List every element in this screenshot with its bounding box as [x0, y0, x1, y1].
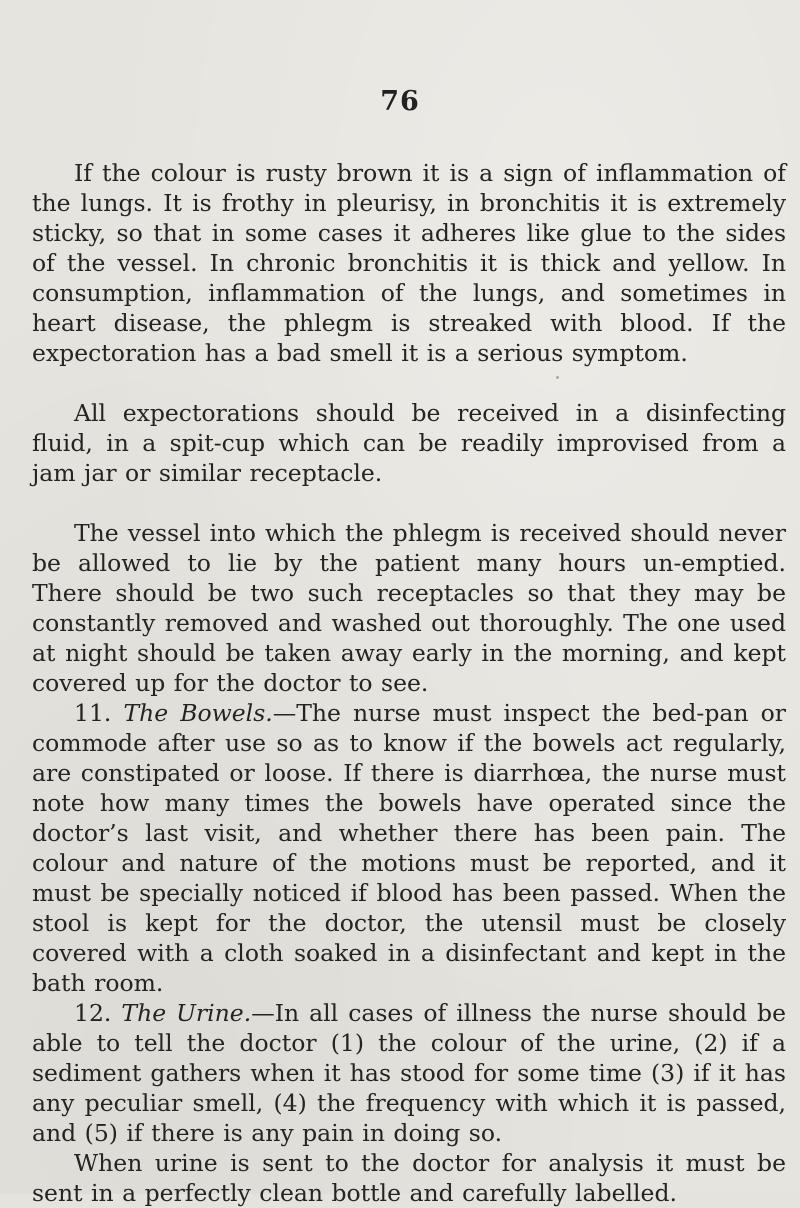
paragraph-sputum-colour — [32, 158, 786, 368]
paragraph-text: If the colour is rusty brown it is a sign of inflammation of the lungs. It is frothy in pleurisy, in bronchitis it is extremely sticky, so that in some cases it adheres like glue to the sides of the vessel. In chronic bronchitis it is thick and yellow. In consumption, inflammation of the lungs, and sometimes in heart disease, the phlegm is streaked with blood. If the expectoration has a bad smell it is a serious symptom. — [32, 159, 786, 367]
paper-speck — [556, 376, 559, 379]
paper-speck — [708, 1168, 711, 1171]
section-bowels — [32, 698, 786, 998]
section-heading: The Bowels. — [123, 699, 273, 727]
paragraph-urine-analysis — [32, 1148, 786, 1208]
section-urine — [32, 998, 786, 1148]
page-number: 76 — [380, 86, 420, 117]
section-number: 12. — [74, 999, 112, 1027]
section-text: —The nurse must inspect the bed-pan or commode after use so as to know if the bowels act regularly, are constipated or loose. If there is diarrhœa, the nurse must note how many times the bowels have operated since the doctor’s last visit, and whether there has been pain. The colour and nature of the motions must be reported, and it must be specially noticed if blood has been passed. When the stool is kept for the doctor, the utensil must be closely covered with a cloth soaked in a disinfectant and kept in the bath room. — [32, 699, 787, 997]
paragraph-text: All expectorations should be received in a disinfecting fluid, in a spit-cup which can be readily improvised from a jam jar or similar receptacle. — [32, 399, 786, 487]
section-text: —In all cases of illness the nurse should be able to tell the doctor (1) the colour of the urine, (2) if a sediment gathers when it has stood for some time (3) if it has any peculiar smell, (4) the frequency with which it is passed, and (5) if there is any pain in doing so. — [32, 999, 786, 1147]
paragraph-text: When urine is sent to the doctor for analysis it must be sent in a perfectly clean bottle and carefully labelled. — [32, 1149, 786, 1207]
paragraph-text: The vessel into which the phlegm is received should never be allowed to lie by the patient many hours un-emptied. There should be two such receptacles so that they may be constantly removed and washed out thoroughly. The one used at night should be taken away early in the morning, and kept covered up for the doctor to see. — [32, 519, 786, 697]
paragraph-phlegm-vessel — [32, 518, 786, 698]
paragraph-disinfecting-fluid — [32, 398, 786, 488]
section-heading: The Urine. — [121, 999, 252, 1027]
body-text — [32, 158, 786, 1208]
section-number: 11. — [74, 699, 112, 727]
